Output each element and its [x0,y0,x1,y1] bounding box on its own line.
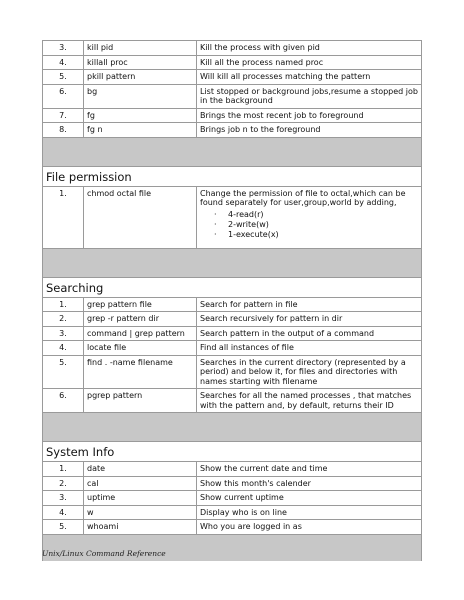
command-cell: bg [84,85,197,108]
command-cell: chmod octal file [84,187,197,248]
section-heading-system-info: System Info [43,442,421,462]
row-number: 4. [43,506,84,520]
row-number: 3. [43,327,84,341]
row-number: 8. [43,123,84,137]
row-number: 5. [43,70,84,84]
description-cell: Searches in the current directory (represented by a period) and below it, for files and directories with names starting with filename [200,357,406,386]
section-separator [43,249,421,278]
description-cell: Who you are logged in as [200,522,302,531]
page-footer: Unix/Linux Command Reference [42,549,166,558]
row-number: 1. [43,298,84,312]
description-cell: Brings job n to the foreground [200,125,321,134]
description-cell: Kill the process with given pid [200,43,320,52]
row-number: 6. [43,389,84,412]
command-cell: grep pattern file [84,298,197,312]
description-cell: Find all instances of file [200,343,294,352]
row-number: 3. [43,41,84,55]
table-row [43,85,421,109]
table-row [43,477,421,492]
row-number: 7. [43,109,84,123]
command-cell: pgrep pattern [84,389,197,412]
description-cell: Display who is on line [200,507,287,517]
command-reference-table [42,40,422,561]
command-cell: w [84,506,197,520]
row-number: 1. [43,462,84,476]
section-separator [43,138,421,167]
row-number: 2. [43,477,84,491]
row-number: 5. [43,520,84,534]
description-cell: Brings the most recent job to foreground [200,110,364,120]
table-row [43,389,421,413]
command-cell: date [84,462,197,476]
table-row [43,109,421,124]
section-heading-searching: Searching [43,278,421,298]
command-cell: whoami [84,520,197,534]
command-cell: uptime [84,491,197,505]
description-cell: Searches for all the named processes , that matches with the pattern and, by default, returns their ID [200,391,412,410]
table-row [43,506,421,521]
table-row [43,56,421,71]
description-cell: Search recursively for pattern in dir [200,314,343,323]
command-cell: grep -r pattern dir [84,312,197,326]
table-row [43,327,421,342]
command-cell: kill pid [84,41,197,55]
table-row [43,40,421,56]
table-row [43,312,421,327]
bullet-item: · 2-write(w) [214,220,418,230]
row-number: 5. [43,356,84,389]
row-number: 4. [43,56,84,70]
table-row [43,123,421,138]
section-separator [43,413,421,442]
row-number: 6. [43,85,84,108]
row-number: 4. [43,341,84,355]
command-cell: pkill pattern [84,70,197,84]
description-text: Change the permission of file to octal,which can be found separately for user,group,world by adding, [200,188,406,207]
description-cell: Will kill all processes matching the pattern [200,72,371,81]
description-cell: Search for pattern in file [200,299,298,309]
command-cell: locate file [84,341,197,355]
table-row [43,187,421,249]
command-cell: command | grep pattern [84,327,197,341]
row-number: 3. [43,491,84,505]
description-cell: Show current uptime [200,493,284,502]
description-cell: List stopped or background jobs,resume a stopped job in the background [200,86,418,105]
table-row [43,520,421,535]
row-number: 2. [43,312,84,326]
table-row [43,341,421,356]
description-cell [197,187,421,248]
row-number: 1. [43,187,84,248]
command-cell: killall proc [84,56,197,70]
command-cell: find . -name filename [84,356,197,389]
section-heading-file-permission: File permission [43,167,421,187]
table-row [43,356,421,390]
table-row [43,298,421,313]
command-cell: fg [84,109,197,123]
description-cell: Search pattern in the output of a command [200,328,375,338]
table-row [43,491,421,506]
bullet-item: · 4-read(r) [214,210,418,220]
table-row [43,462,421,477]
description-cell: Kill all the process named proc [200,57,324,67]
command-cell: cal [84,477,197,491]
command-cell: fg n [84,123,197,137]
permission-bullet-list [200,210,418,240]
bullet-item: · 1-execute(x) [214,230,418,240]
description-cell: Show the current date and time [200,464,328,473]
table-row [43,70,421,85]
description-cell: Show this month's calender [200,478,311,488]
